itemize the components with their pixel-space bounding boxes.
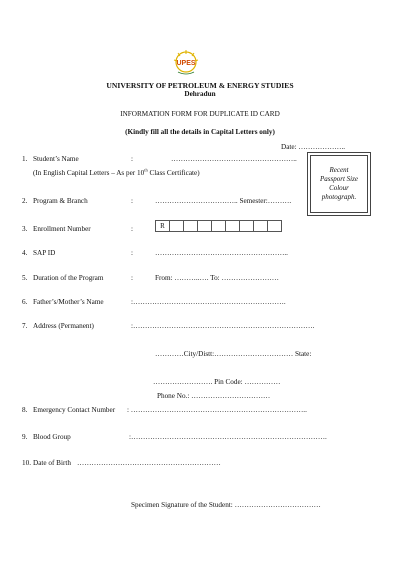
program-field[interactable]: …………………………….. Semester:………. [155, 197, 292, 205]
parent-name-label: Father’s/Mother’s Name [33, 298, 104, 306]
parent-name-field[interactable]: :………………………………………………………. [131, 298, 286, 306]
date-field[interactable]: Date: ……………….. [281, 143, 346, 151]
duration-field[interactable]: From: ………..…. To: …………………… [155, 274, 279, 282]
enrollment-box[interactable] [253, 220, 268, 232]
enrollment-box[interactable] [183, 220, 198, 232]
university-name: UNIVERSITY OF PETROLEUM & ENERGY STUDIES [106, 81, 294, 90]
emergency-contact-field[interactable]: : ……………………………………………………………….. [127, 406, 307, 414]
enrollment-boxes[interactable] [155, 220, 282, 232]
enrollment-box[interactable] [239, 220, 254, 232]
enrollment-box[interactable] [267, 220, 282, 232]
enrollment-box[interactable]: R [155, 220, 170, 232]
blood-group-field[interactable]: :………………………………………………………………………. [129, 433, 327, 441]
form-title: INFORMATION FORM FOR DUPLICATE ID CARD [120, 110, 280, 118]
svg-text:UPES: UPES [176, 60, 196, 67]
enrollment-box[interactable] [169, 220, 184, 232]
enrollment-label: Enrollment Number [33, 225, 91, 233]
duration-label: Duration of the Program [33, 274, 104, 282]
student-name-field[interactable]: …………………………………………….. [171, 155, 297, 163]
form-instruction: (Kindly fill all the details in Capital Letters only) [125, 128, 275, 136]
dob-field[interactable]: …………………………………………………… [77, 459, 221, 467]
student-name-label: Student’s Name [33, 155, 79, 163]
photo-box: Recent Passport Size Colour photograph. [307, 152, 371, 216]
program-label: Program & Branch [33, 197, 88, 205]
emergency-contact-label: Emergency Contact Number [33, 406, 116, 414]
university-logo [172, 50, 200, 78]
dob-label: Date of Birth [33, 459, 71, 467]
enrollment-box[interactable] [211, 220, 226, 232]
address-label: Address (Permanent) [33, 322, 94, 330]
field-number: 1. [22, 155, 28, 163]
blood-group-label: Blood Group [33, 433, 71, 441]
sap-field[interactable]: ……………………………………………….. [155, 249, 288, 257]
phone-field[interactable]: Phone No.: …………………………… [157, 392, 271, 400]
enrollment-box[interactable] [197, 220, 212, 232]
sap-label: SAP ID [33, 249, 56, 257]
address-field[interactable]: :…………………………………………………………………. [131, 322, 315, 330]
city-name: Dehradun [184, 90, 216, 98]
enrollment-box[interactable] [225, 220, 240, 232]
signature-field[interactable]: Specimen Signature of the Student: ……………………………… [131, 501, 321, 509]
student-name-note: (In English Capital Letters – As per 10th Class Certificate) [33, 167, 200, 177]
city-state-field[interactable]: …………City/Distt:…………………………… State: [155, 350, 312, 358]
pin-code-field[interactable]: ……………………. Pin Code: …………… [153, 378, 281, 386]
